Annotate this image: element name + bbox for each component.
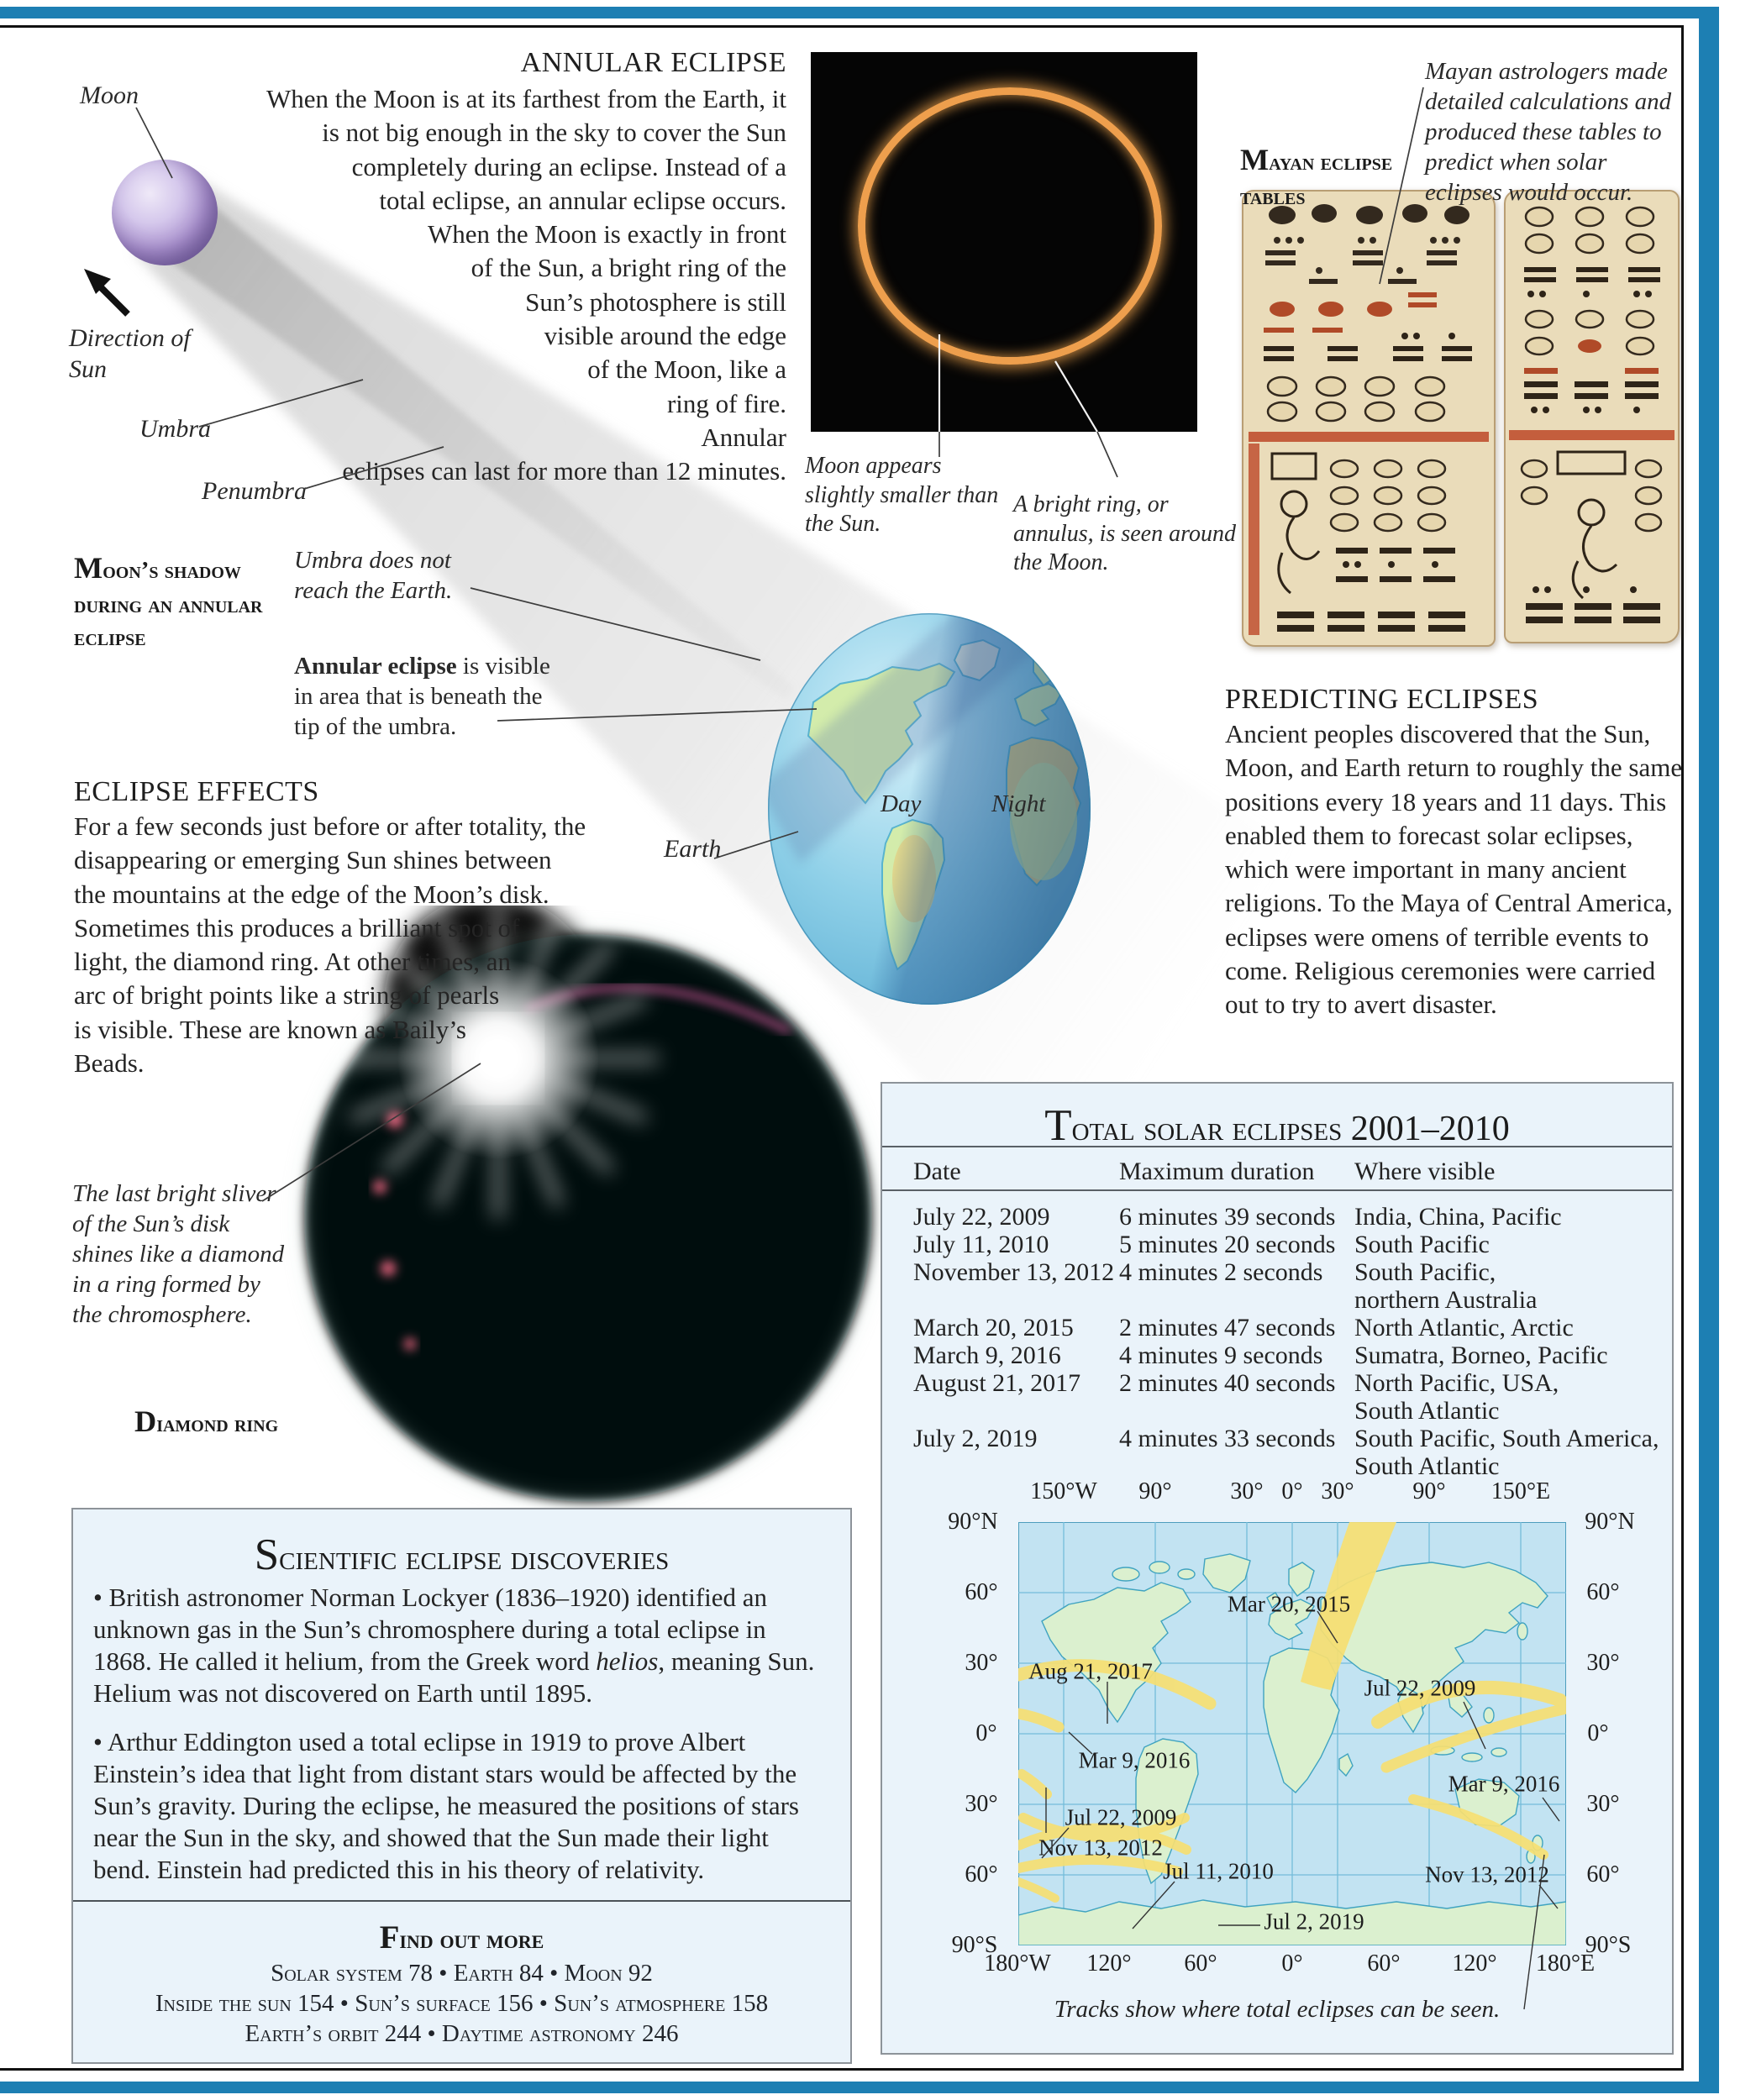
- annular-note-lead: Annular eclipse: [294, 653, 457, 680]
- map-right-label: 30°: [1586, 1791, 1620, 1817]
- map-left-label: 90°N: [948, 1509, 998, 1535]
- table-row: July 2, 2019 4 minutes 33 seconds South Pacific, South America, South Atlantic: [913, 1425, 1659, 1480]
- map-bottom-label: 60°: [1184, 1950, 1217, 1977]
- table-title: Total solar eclipses 2001–2010: [1044, 1101, 1510, 1150]
- map-bottom-label: 180°W: [984, 1950, 1051, 1977]
- map-right-label: 30°: [1586, 1650, 1620, 1676]
- predicting-heading: PREDICTING ECLIPSES: [1225, 684, 1539, 715]
- annular-photo-caption-right: A bright ring, or annulus, is seen around the Moon.: [1013, 491, 1236, 576]
- annular-heading: ANNULAR ECLIPSE: [520, 47, 786, 78]
- helios-italic: helios: [596, 1646, 659, 1676]
- col-header-duration: Maximum duration: [1119, 1158, 1315, 1185]
- find-out-more-title: Find out more: [379, 1919, 544, 1956]
- map-top-label: 90°: [1138, 1478, 1172, 1504]
- mayan-codex-right: [1504, 190, 1680, 643]
- track-label-nov13-2012-east: Nov 13, 2012: [1425, 1861, 1549, 1887]
- track-label-jul11-2010: Jul 11, 2010: [1163, 1858, 1274, 1884]
- table-row: July 22, 2009 6 minutes 39 seconds India, China, Pacific: [913, 1203, 1562, 1231]
- effects-heading: ECLIPSE EFFECTS: [74, 776, 319, 807]
- annular-eclipse-photo: [811, 52, 1197, 432]
- track-label-mar9-2016-west: Mar 9, 2016: [1078, 1747, 1191, 1773]
- map-right-label: 60°: [1586, 1579, 1620, 1605]
- track-label-jul22-2009-east: Jul 22, 2009: [1364, 1675, 1476, 1701]
- codex-left-glyphs: [1243, 192, 1494, 645]
- moons-shadow-title: Moon’s shadow during an annular eclipse: [74, 551, 263, 652]
- penumbra-label: Penumbra: [202, 477, 307, 505]
- night-label: Night: [991, 790, 1046, 817]
- table-body: [882, 1203, 1672, 1480]
- discoveries-title: Scientific eclipse discoveries: [254, 1530, 670, 1579]
- table-row: March 20, 2015 2 minutes 47 seconds North Atlantic, Arctic: [913, 1314, 1574, 1341]
- direction-of-sun-label: Direction of Sun: [69, 324, 191, 384]
- effects-body: For a few seconds just before or after totality, the disappearing or emerging Sun shines between the mountains at the edge of the Moon’s disk. Sometimes this produces a brilliant spot of light, the diamond ring. At other times, an arc of bright points like a string of pearls is visible. These are known as Baily’s Beads.: [74, 810, 834, 1173]
- discoveries-bullet1: • British astronomer Norman Lockyer (1836–1920) identified an unknown gas in the Sun’s chromosphere during a total eclipse in 1868. He called it helium, from the Greek word helios, meaning Sun. Helium was not discovered on Earth until 1895.: [93, 1583, 815, 1708]
- map-bottom-label: 120°: [1452, 1950, 1497, 1977]
- map-bottom-label: 0°: [1281, 1950, 1303, 1977]
- find-out-more-refs: [73, 1958, 850, 2049]
- discoveries-box: [71, 1508, 852, 2064]
- map-left-label: 90°S: [951, 1932, 998, 1958]
- mayan-caption: Mayan astrologers made detailed calculations and produced these tables to predict when solar eclipses would occur.: [1425, 58, 1672, 206]
- map-top-label: 30°: [1230, 1478, 1264, 1504]
- annular-note: [294, 652, 563, 743]
- table-header-rule: [882, 1189, 1672, 1191]
- table-row: August 21, 2017 2 minutes 40 seconds North Pacific, USA, South Atlantic: [913, 1369, 1559, 1425]
- map-right-label: 0°: [1587, 1720, 1609, 1746]
- map-top-label: 0°: [1281, 1478, 1303, 1504]
- map-left-label: 0°: [975, 1720, 997, 1746]
- track-label-mar20-2015: Mar 20, 2015: [1227, 1591, 1351, 1617]
- sliver-caption: The last bright sliver of the Sun’s disk shines like a diamond in a ring formed by the chromosphere.: [72, 1180, 285, 1328]
- bullet-dot: •: [93, 1727, 103, 1756]
- moon-label: Moon: [80, 81, 139, 109]
- table-row: November 13, 2012 4 minutes 2 seconds South Pacific, northern Australia: [913, 1258, 1538, 1314]
- table-header-row: [882, 1158, 1672, 1186]
- track-label-mar9-2016-east: Mar 9, 2016: [1448, 1771, 1560, 1797]
- map-right-label: 60°: [1586, 1861, 1620, 1887]
- map-bottom-label: 60°: [1367, 1950, 1401, 1977]
- day-label: Day: [881, 790, 922, 817]
- table-row: July 11, 2010 5 minutes 20 seconds South Pacific: [913, 1231, 1490, 1258]
- map-left-label: 30°: [965, 1791, 998, 1817]
- ref-line: Earth’s orbit 244 • Daytime astronomy 246: [244, 2020, 679, 2047]
- map-left-label: 60°: [965, 1861, 998, 1887]
- map-right-label: 90°N: [1585, 1509, 1635, 1535]
- map-right-label: 90°S: [1585, 1932, 1632, 1958]
- diamond-ring-label: Diamond ring: [134, 1404, 279, 1438]
- map-caption: Tracks show where total eclipses can be seen.: [1054, 1996, 1501, 2023]
- track-label-nov13-2012-south: Nov 13, 2012: [1038, 1835, 1163, 1861]
- bullet-dot: •: [93, 1583, 103, 1612]
- table-row: March 9, 2016 4 minutes 9 seconds Sumatra, Borneo, Pacific: [913, 1341, 1608, 1369]
- codex-right-glyphs: [1506, 192, 1678, 642]
- find-out-more-divider: [73, 1900, 850, 1902]
- map-top-label: 150°W: [1030, 1478, 1097, 1504]
- track-label-jul2-2019: Jul 2, 2019: [1264, 1908, 1364, 1935]
- map-bottom-label: 180°E: [1535, 1950, 1596, 1977]
- mayan-tables-label: Mayan eclipse tables: [1240, 143, 1393, 210]
- map-top-label: 30°: [1321, 1478, 1354, 1504]
- annular-note-rest: is visible in area that is beneath the tip of the umbra.: [294, 653, 550, 740]
- map-bottom-label: 120°: [1086, 1950, 1132, 1977]
- map-top-label: 90°: [1412, 1478, 1446, 1504]
- earth-label: Earth: [664, 835, 722, 863]
- track-label-aug21-2017: Aug 21, 2017: [1028, 1658, 1153, 1684]
- moon-sphere: [112, 160, 218, 265]
- umbra-label: Umbra: [139, 415, 212, 443]
- ref-line: Solar system 78 • Earth 84 • Moon 92: [271, 1960, 653, 1987]
- map-top-label: 150°E: [1490, 1478, 1551, 1504]
- track-label-jul22-2009-west: Jul 22, 2009: [1065, 1804, 1177, 1830]
- discoveries-bullet2: • Arthur Eddington used a total eclipse in 1919 to prove Albert Einstein’s idea that light from distant stars would be affected by the Sun’s gravity. During the eclipse, he measured the positions of stars near the Sun in the sky, and showed that the Sun made their light bend. Einstein had predicted this in his theory of relativity.: [93, 1727, 799, 1884]
- col-header-where: Where visible: [1354, 1158, 1496, 1185]
- col-header-date: Date: [913, 1158, 961, 1185]
- annular-photo-caption-left: Moon appears slightly smaller than the Sun.: [805, 453, 999, 538]
- annular-body: When the Moon is at its farthest from the Earth, it is not big enough in the sky to cover the Sun completely during an eclipse. Instead of a total eclipse, an annular eclipse occurs. When the Moon is exactly in front of the Sun, a bright ring of the Sun’s photosphere is still visible around the edge of the Moon, like a ring of fire. Annular eclipses can last for more than 12 minutes.: [220, 82, 786, 489]
- umbra-note: Umbra does not reach the Earth.: [294, 547, 453, 604]
- map-left-label: 60°: [965, 1579, 998, 1605]
- map-left-label: 30°: [965, 1650, 998, 1676]
- annulus-ring: [858, 87, 1162, 365]
- table-title-rule: [882, 1146, 1672, 1147]
- predicting-body: Ancient peoples discovered that the Sun, Moon, and Earth return to roughly the same positions every 18 years and 11 days. This enabled them to forecast solar eclipses, which were important in many ancient religions. To the Maya of Central America, eclipses were omens of terrible events to come. Religious ceremonies were carried out to try to avert disaster.: [1225, 719, 1683, 1020]
- ref-line: Inside the sun 154 • Sun’s surface 156 • Sun’s atmosphere 158: [155, 1990, 769, 2017]
- eclipse-table-panel: [881, 1082, 1674, 2055]
- mayan-codex-left: [1242, 190, 1496, 647]
